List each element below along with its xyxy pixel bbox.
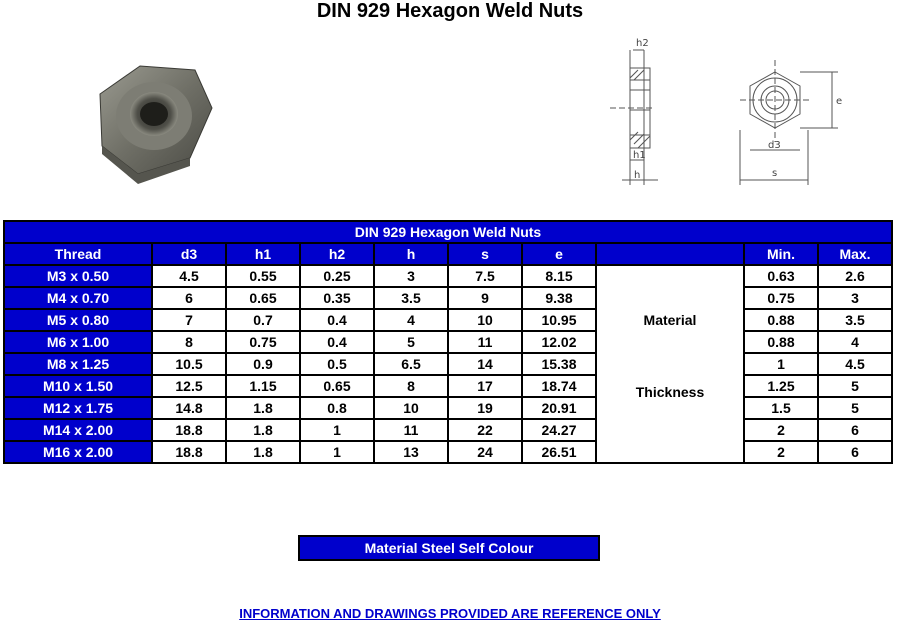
column-header: e bbox=[522, 243, 596, 265]
value-cell: 8 bbox=[152, 331, 226, 353]
thread-cell: M3 x 0.50 bbox=[4, 265, 152, 287]
value-cell: 22 bbox=[448, 419, 522, 441]
value-cell: 18.74 bbox=[522, 375, 596, 397]
value-cell: 14 bbox=[448, 353, 522, 375]
thread-cell: M12 x 1.75 bbox=[4, 397, 152, 419]
table-caption: DIN 929 Hexagon Weld Nuts bbox=[4, 221, 892, 243]
value-cell: 26.51 bbox=[522, 441, 596, 463]
value-cell: 0.55 bbox=[226, 265, 300, 287]
max-cell: 3.5 bbox=[818, 309, 892, 331]
technical-drawing-icon bbox=[600, 30, 860, 190]
table-row bbox=[4, 397, 892, 419]
thread-cell: M4 x 0.70 bbox=[4, 287, 152, 309]
value-cell: 14.8 bbox=[152, 397, 226, 419]
value-cell: 11 bbox=[374, 419, 448, 441]
table-row bbox=[4, 309, 892, 331]
column-header: h1 bbox=[226, 243, 300, 265]
value-cell: 15.38 bbox=[522, 353, 596, 375]
value-cell: 6.5 bbox=[374, 353, 448, 375]
value-cell: 0.9 bbox=[226, 353, 300, 375]
table-row bbox=[4, 265, 892, 287]
value-cell: 9 bbox=[448, 287, 522, 309]
value-cell: 0.25 bbox=[300, 265, 374, 287]
footer-disclaimer: INFORMATION AND DRAWINGS PROVIDED ARE REFERENCE ONLY bbox=[239, 606, 661, 621]
column-header: h bbox=[374, 243, 448, 265]
column-header: Max. bbox=[818, 243, 892, 265]
value-cell: 12.5 bbox=[152, 375, 226, 397]
table-header-row bbox=[4, 243, 892, 265]
table-row bbox=[4, 331, 892, 353]
column-header: s bbox=[448, 243, 522, 265]
value-cell: 10.5 bbox=[152, 353, 226, 375]
h-label: h bbox=[634, 170, 641, 181]
material-note: Material Steel Self Colour bbox=[298, 535, 600, 561]
thread-cell: M16 x 2.00 bbox=[4, 441, 152, 463]
max-cell: 4 bbox=[818, 331, 892, 353]
value-cell: 18.8 bbox=[152, 419, 226, 441]
value-cell: 4 bbox=[374, 309, 448, 331]
value-cell: 0.7 bbox=[226, 309, 300, 331]
value-cell: 24.27 bbox=[522, 419, 596, 441]
thread-cell: M8 x 1.25 bbox=[4, 353, 152, 375]
value-cell: 7.5 bbox=[448, 265, 522, 287]
value-cell: 1.8 bbox=[226, 397, 300, 419]
thickness-label: Thickness bbox=[635, 384, 705, 400]
column-header: d3 bbox=[152, 243, 226, 265]
value-cell: 0.35 bbox=[300, 287, 374, 309]
value-cell: 8.15 bbox=[522, 265, 596, 287]
max-cell: 2.6 bbox=[818, 265, 892, 287]
thread-cell: M14 x 2.00 bbox=[4, 419, 152, 441]
value-cell: 1 bbox=[300, 441, 374, 463]
min-cell: 2 bbox=[744, 441, 818, 463]
value-cell: 3 bbox=[374, 265, 448, 287]
value-cell: 0.75 bbox=[226, 331, 300, 353]
value-cell: 8 bbox=[374, 375, 448, 397]
value-cell: 0.8 bbox=[300, 397, 374, 419]
min-cell: 0.75 bbox=[744, 287, 818, 309]
value-cell: 10.95 bbox=[522, 309, 596, 331]
value-cell: 5 bbox=[374, 331, 448, 353]
max-cell: 5 bbox=[818, 397, 892, 419]
h2-label: h2 bbox=[636, 38, 649, 49]
value-cell: 18.8 bbox=[152, 441, 226, 463]
min-cell: 0.88 bbox=[744, 331, 818, 353]
value-cell: 10 bbox=[448, 309, 522, 331]
value-cell: 17 bbox=[448, 375, 522, 397]
value-cell: 3.5 bbox=[374, 287, 448, 309]
value-cell: 19 bbox=[448, 397, 522, 419]
spec-table bbox=[3, 220, 893, 464]
value-cell: 10 bbox=[374, 397, 448, 419]
min-cell: 0.88 bbox=[744, 309, 818, 331]
value-cell: 13 bbox=[374, 441, 448, 463]
value-cell: 4.5 bbox=[152, 265, 226, 287]
max-cell: 5 bbox=[818, 375, 892, 397]
min-cell: 1 bbox=[744, 353, 818, 375]
value-cell: 0.65 bbox=[300, 375, 374, 397]
value-cell: 7 bbox=[152, 309, 226, 331]
table-row bbox=[4, 419, 892, 441]
value-cell: 20.91 bbox=[522, 397, 596, 419]
min-cell: 1.25 bbox=[744, 375, 818, 397]
column-header: Min. bbox=[744, 243, 818, 265]
value-cell: 0.4 bbox=[300, 309, 374, 331]
value-cell: 1.15 bbox=[226, 375, 300, 397]
h1-label: h1 bbox=[633, 150, 646, 161]
value-cell: 24 bbox=[448, 441, 522, 463]
s-label: s bbox=[772, 168, 778, 179]
max-cell: 3 bbox=[818, 287, 892, 309]
value-cell: 12.02 bbox=[522, 331, 596, 353]
value-cell: 9.38 bbox=[522, 287, 596, 309]
material-thickness-cell bbox=[596, 265, 744, 463]
value-cell: 0.5 bbox=[300, 353, 374, 375]
value-cell: 1 bbox=[300, 419, 374, 441]
min-cell: 2 bbox=[744, 419, 818, 441]
min-cell: 1.5 bbox=[744, 397, 818, 419]
min-cell: 0.63 bbox=[744, 265, 818, 287]
max-cell: 6 bbox=[818, 419, 892, 441]
d3-label: d3 bbox=[768, 140, 781, 151]
column-header bbox=[596, 243, 744, 265]
thread-cell: M6 x 1.00 bbox=[4, 331, 152, 353]
column-header: h2 bbox=[300, 243, 374, 265]
table-row bbox=[4, 375, 892, 397]
value-cell: 11 bbox=[448, 331, 522, 353]
value-cell: 1.8 bbox=[226, 441, 300, 463]
value-cell: 1.8 bbox=[226, 419, 300, 441]
hex-weld-nut-photo-icon bbox=[90, 56, 220, 186]
table-row bbox=[4, 353, 892, 375]
thread-cell: M10 x 1.50 bbox=[4, 375, 152, 397]
table-row bbox=[4, 441, 892, 463]
table-row bbox=[4, 287, 892, 309]
max-cell: 6 bbox=[818, 441, 892, 463]
value-cell: 0.4 bbox=[300, 331, 374, 353]
material-label: Material bbox=[643, 312, 697, 328]
e-label: e bbox=[836, 96, 843, 107]
value-cell: 0.65 bbox=[226, 287, 300, 309]
max-cell: 4.5 bbox=[818, 353, 892, 375]
column-header: Thread bbox=[4, 243, 152, 265]
page-title: DIN 929 Hexagon Weld Nuts bbox=[316, 0, 584, 22]
value-cell: 6 bbox=[152, 287, 226, 309]
thread-cell: M5 x 0.80 bbox=[4, 309, 152, 331]
